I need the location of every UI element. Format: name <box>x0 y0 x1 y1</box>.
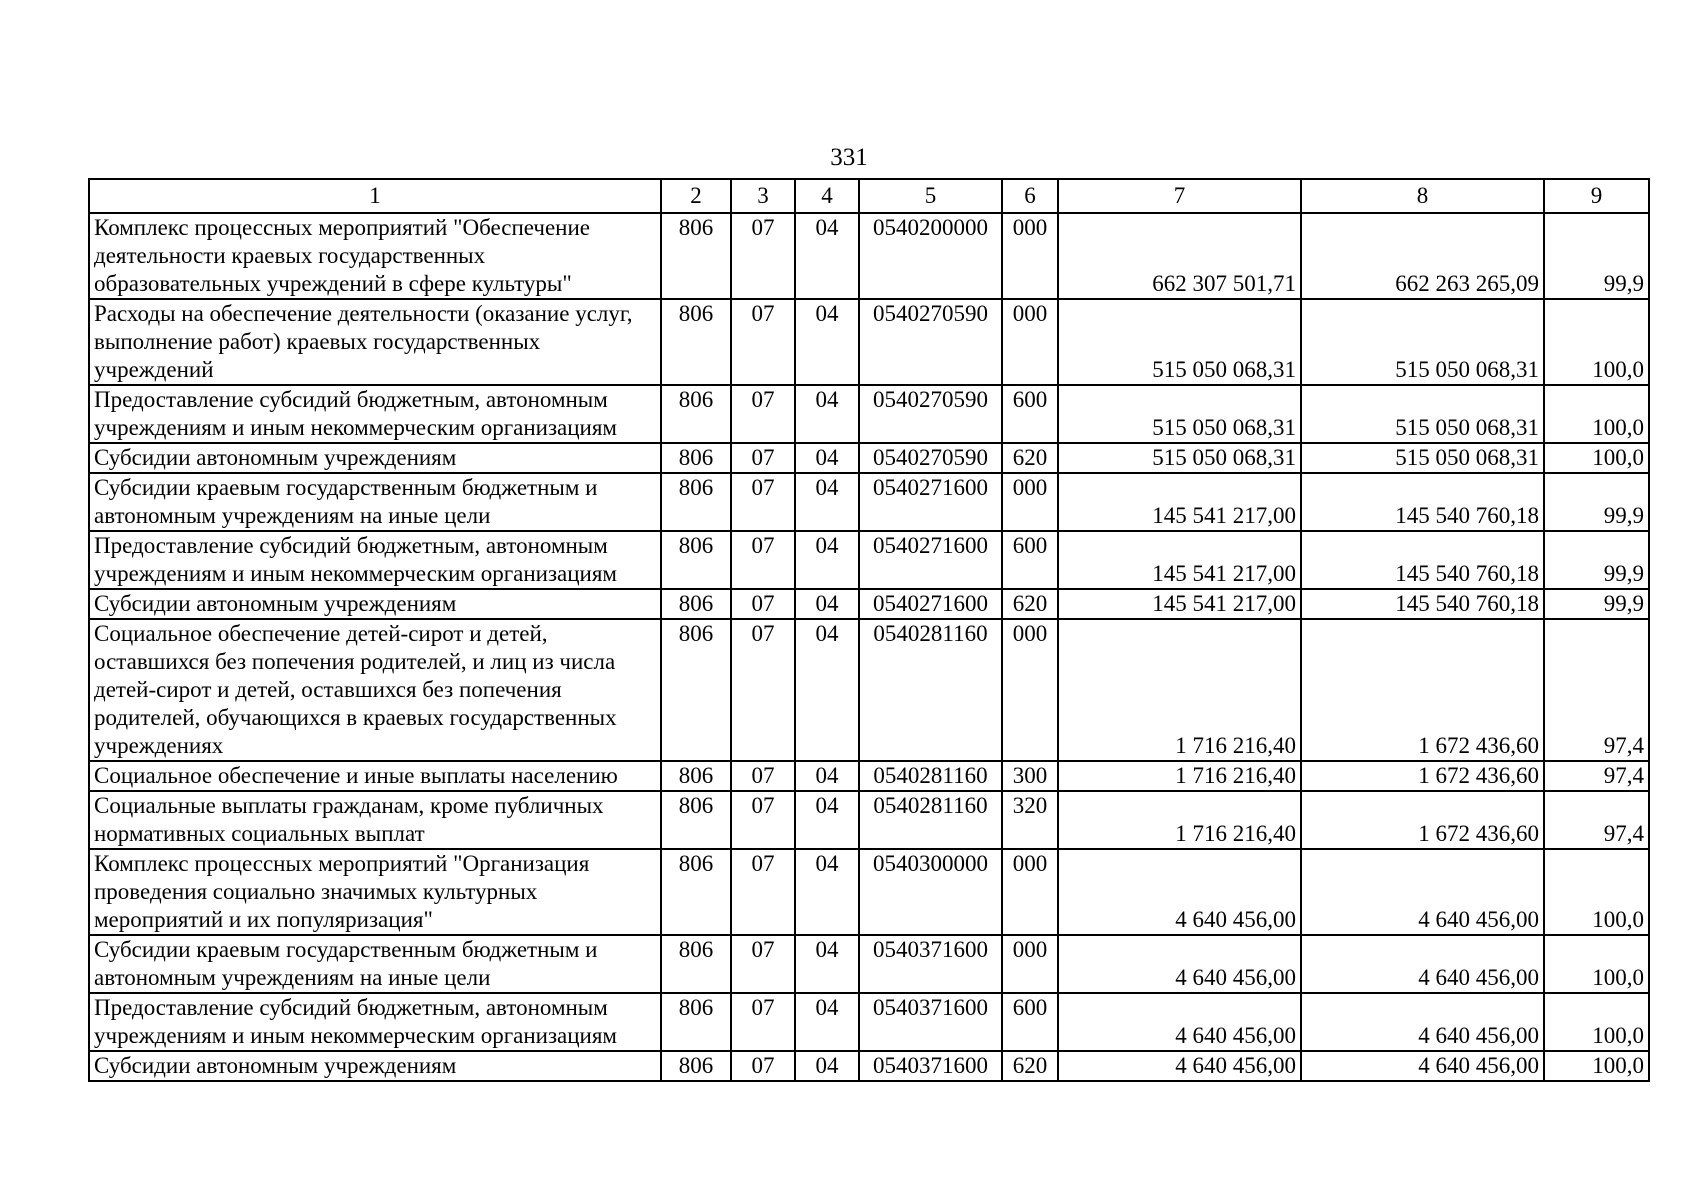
cell-col-3: 07 <box>731 761 795 791</box>
cell-col-4: 04 <box>795 1051 859 1081</box>
cell-col-5: 0540281160 <box>859 619 1002 761</box>
cell-col-3: 07 <box>731 935 795 993</box>
cell-col-3: 07 <box>731 849 795 935</box>
row-name-cell: Субсидии автономным учреждениям <box>89 1051 661 1081</box>
column-header: 8 <box>1301 179 1544 213</box>
cell-col-2: 806 <box>661 531 731 589</box>
row-name-cell: Предоставление субсидий бюджетным, автономным учреждениям и иным некоммерческим организациям <box>89 993 661 1051</box>
cell-col-8: 1 672 436,60 <box>1301 791 1544 849</box>
cell-col-9: 100,0 <box>1544 385 1649 443</box>
cell-col-9: 100,0 <box>1544 993 1649 1051</box>
row-name-cell: Субсидии краевым государственным бюджетным и автономным учреждениям на иные цели <box>89 935 661 993</box>
cell-col-7: 1 716 216,40 <box>1058 791 1301 849</box>
cell-col-6: 320 <box>1002 791 1058 849</box>
cell-col-9: 100,0 <box>1544 1051 1649 1081</box>
cell-col-7: 145 541 217,00 <box>1058 589 1301 619</box>
cell-col-6: 620 <box>1002 1051 1058 1081</box>
column-header: 2 <box>661 179 731 213</box>
table-row <box>89 589 1649 619</box>
cell-col-3: 07 <box>731 385 795 443</box>
column-header: 6 <box>1002 179 1058 213</box>
cell-col-7: 4 640 456,00 <box>1058 1051 1301 1081</box>
table-row <box>89 385 1649 443</box>
cell-col-8: 662 263 265,09 <box>1301 213 1544 299</box>
cell-col-4: 04 <box>795 473 859 531</box>
column-header: 7 <box>1058 179 1301 213</box>
cell-col-3: 07 <box>731 589 795 619</box>
cell-col-2: 806 <box>661 385 731 443</box>
cell-col-5: 0540371600 <box>859 1051 1002 1081</box>
cell-col-7: 515 050 068,31 <box>1058 443 1301 473</box>
cell-col-7: 145 541 217,00 <box>1058 473 1301 531</box>
cell-col-6: 000 <box>1002 935 1058 993</box>
table-row <box>89 761 1649 791</box>
cell-col-6: 000 <box>1002 473 1058 531</box>
column-header: 9 <box>1544 179 1649 213</box>
header-row <box>89 179 1649 213</box>
cell-col-9: 99,9 <box>1544 473 1649 531</box>
cell-col-3: 07 <box>731 299 795 385</box>
cell-col-7: 1 716 216,40 <box>1058 619 1301 761</box>
cell-col-8: 145 540 760,18 <box>1301 589 1544 619</box>
cell-col-2: 806 <box>661 299 731 385</box>
cell-col-8: 4 640 456,00 <box>1301 935 1544 993</box>
cell-col-9: 100,0 <box>1544 299 1649 385</box>
table-row <box>89 531 1649 589</box>
cell-col-5: 0540271600 <box>859 473 1002 531</box>
column-header: 4 <box>795 179 859 213</box>
cell-col-5: 0540300000 <box>859 849 1002 935</box>
cell-col-9: 100,0 <box>1544 443 1649 473</box>
cell-col-4: 04 <box>795 299 859 385</box>
cell-col-9: 99,9 <box>1544 589 1649 619</box>
cell-col-4: 04 <box>795 935 859 993</box>
cell-col-2: 806 <box>661 589 731 619</box>
cell-col-6: 000 <box>1002 619 1058 761</box>
table-row <box>89 935 1649 993</box>
cell-col-9: 99,9 <box>1544 213 1649 299</box>
table-row <box>89 1051 1649 1081</box>
cell-col-7: 4 640 456,00 <box>1058 935 1301 993</box>
cell-col-5: 0540271600 <box>859 531 1002 589</box>
cell-col-2: 806 <box>661 213 731 299</box>
cell-col-7: 515 050 068,31 <box>1058 385 1301 443</box>
table-body <box>89 213 1649 1081</box>
row-name-cell: Предоставление субсидий бюджетным, автономным учреждениям и иным некоммерческим организациям <box>89 531 661 589</box>
cell-col-2: 806 <box>661 791 731 849</box>
table-row <box>89 299 1649 385</box>
cell-col-5: 0540281160 <box>859 761 1002 791</box>
cell-col-6: 620 <box>1002 443 1058 473</box>
cell-col-6: 600 <box>1002 993 1058 1051</box>
cell-col-5: 0540270590 <box>859 299 1002 385</box>
cell-col-8: 1 672 436,60 <box>1301 761 1544 791</box>
table-row <box>89 791 1649 849</box>
table-row <box>89 993 1649 1051</box>
cell-col-4: 04 <box>795 761 859 791</box>
page-number: 331 <box>830 144 868 171</box>
cell-col-8: 4 640 456,00 <box>1301 849 1544 935</box>
cell-col-2: 806 <box>661 993 731 1051</box>
cell-col-2: 806 <box>661 761 731 791</box>
cell-col-6: 000 <box>1002 299 1058 385</box>
row-name-cell: Субсидии автономным учреждениям <box>89 443 661 473</box>
cell-col-3: 07 <box>731 531 795 589</box>
cell-col-3: 07 <box>731 473 795 531</box>
column-header: 3 <box>731 179 795 213</box>
cell-col-4: 04 <box>795 531 859 589</box>
row-name-cell: Субсидии автономным учреждениям <box>89 589 661 619</box>
cell-col-9: 97,4 <box>1544 761 1649 791</box>
cell-col-6: 600 <box>1002 385 1058 443</box>
row-name-cell: Социальное обеспечение и иные выплаты населению <box>89 761 661 791</box>
row-name-cell: Социальное обеспечение детей-сирот и детей, оставшихся без попечения родителей, и лиц из числа детей-сирот и детей, оставшихся без попечения родителей, обучающихся в краевых государственных учреждениях <box>89 619 661 761</box>
row-name-cell: Предоставление субсидий бюджетным, автономным учреждениям и иным некоммерческим организациям <box>89 385 661 443</box>
cell-col-6: 000 <box>1002 213 1058 299</box>
cell-col-6: 000 <box>1002 849 1058 935</box>
cell-col-4: 04 <box>795 213 859 299</box>
cell-col-8: 4 640 456,00 <box>1301 1051 1544 1081</box>
cell-col-3: 07 <box>731 1051 795 1081</box>
cell-col-9: 100,0 <box>1544 935 1649 993</box>
cell-col-2: 806 <box>661 473 731 531</box>
cell-col-9: 99,9 <box>1544 531 1649 589</box>
cell-col-7: 1 716 216,40 <box>1058 761 1301 791</box>
cell-col-6: 600 <box>1002 531 1058 589</box>
cell-col-5: 0540281160 <box>859 791 1002 849</box>
table-row <box>89 213 1649 299</box>
cell-col-3: 07 <box>731 619 795 761</box>
cell-col-8: 515 050 068,31 <box>1301 385 1544 443</box>
cell-col-8: 145 540 760,18 <box>1301 473 1544 531</box>
cell-col-2: 806 <box>661 619 731 761</box>
column-header: 1 <box>89 179 661 213</box>
cell-col-6: 300 <box>1002 761 1058 791</box>
cell-col-4: 04 <box>795 589 859 619</box>
table-row <box>89 619 1649 761</box>
cell-col-8: 515 050 068,31 <box>1301 299 1544 385</box>
budget-table <box>88 178 1650 1082</box>
cell-col-3: 07 <box>731 213 795 299</box>
row-name-cell: Субсидии краевым государственным бюджетным и автономным учреждениям на иные цели <box>89 473 661 531</box>
cell-col-5: 0540371600 <box>859 935 1002 993</box>
cell-col-5: 0540371600 <box>859 993 1002 1051</box>
cell-col-5: 0540270590 <box>859 385 1002 443</box>
column-header: 5 <box>859 179 1002 213</box>
cell-col-2: 806 <box>661 849 731 935</box>
cell-col-4: 04 <box>795 849 859 935</box>
cell-col-4: 04 <box>795 443 859 473</box>
cell-col-3: 07 <box>731 443 795 473</box>
cell-col-8: 1 672 436,60 <box>1301 619 1544 761</box>
cell-col-5: 0540271600 <box>859 589 1002 619</box>
cell-col-4: 04 <box>795 993 859 1051</box>
cell-col-7: 4 640 456,00 <box>1058 993 1301 1051</box>
cell-col-7: 145 541 217,00 <box>1058 531 1301 589</box>
row-name-cell: Расходы на обеспечение деятельности (оказание услуг, выполнение работ) краевых государственных учреждений <box>89 299 661 385</box>
cell-col-8: 515 050 068,31 <box>1301 443 1544 473</box>
cell-col-7: 662 307 501,71 <box>1058 213 1301 299</box>
cell-col-7: 515 050 068,31 <box>1058 299 1301 385</box>
cell-col-4: 04 <box>795 791 859 849</box>
cell-col-2: 806 <box>661 1051 731 1081</box>
cell-col-5: 0540270590 <box>859 443 1002 473</box>
cell-col-9: 97,4 <box>1544 619 1649 761</box>
cell-col-9: 100,0 <box>1544 849 1649 935</box>
row-name-cell: Социальные выплаты гражданам, кроме публичных нормативных социальных выплат <box>89 791 661 849</box>
table-row <box>89 473 1649 531</box>
row-name-cell: Комплекс процессных мероприятий "Обеспечение деятельности краевых государственных образовательных учреждений в сфере культуры" <box>89 213 661 299</box>
cell-col-3: 07 <box>731 993 795 1051</box>
cell-col-2: 806 <box>661 443 731 473</box>
table-row <box>89 443 1649 473</box>
row-name-cell: Комплекс процессных мероприятий "Организация проведения социально значимых культурных мероприятий и их популяризация" <box>89 849 661 935</box>
cell-col-5: 0540200000 <box>859 213 1002 299</box>
cell-col-4: 04 <box>795 385 859 443</box>
cell-col-6: 620 <box>1002 589 1058 619</box>
table-row <box>89 849 1649 935</box>
cell-col-3: 07 <box>731 791 795 849</box>
cell-col-2: 806 <box>661 935 731 993</box>
cell-col-8: 4 640 456,00 <box>1301 993 1544 1051</box>
cell-col-7: 4 640 456,00 <box>1058 849 1301 935</box>
cell-col-8: 145 540 760,18 <box>1301 531 1544 589</box>
cell-col-4: 04 <box>795 619 859 761</box>
cell-col-9: 97,4 <box>1544 791 1649 849</box>
